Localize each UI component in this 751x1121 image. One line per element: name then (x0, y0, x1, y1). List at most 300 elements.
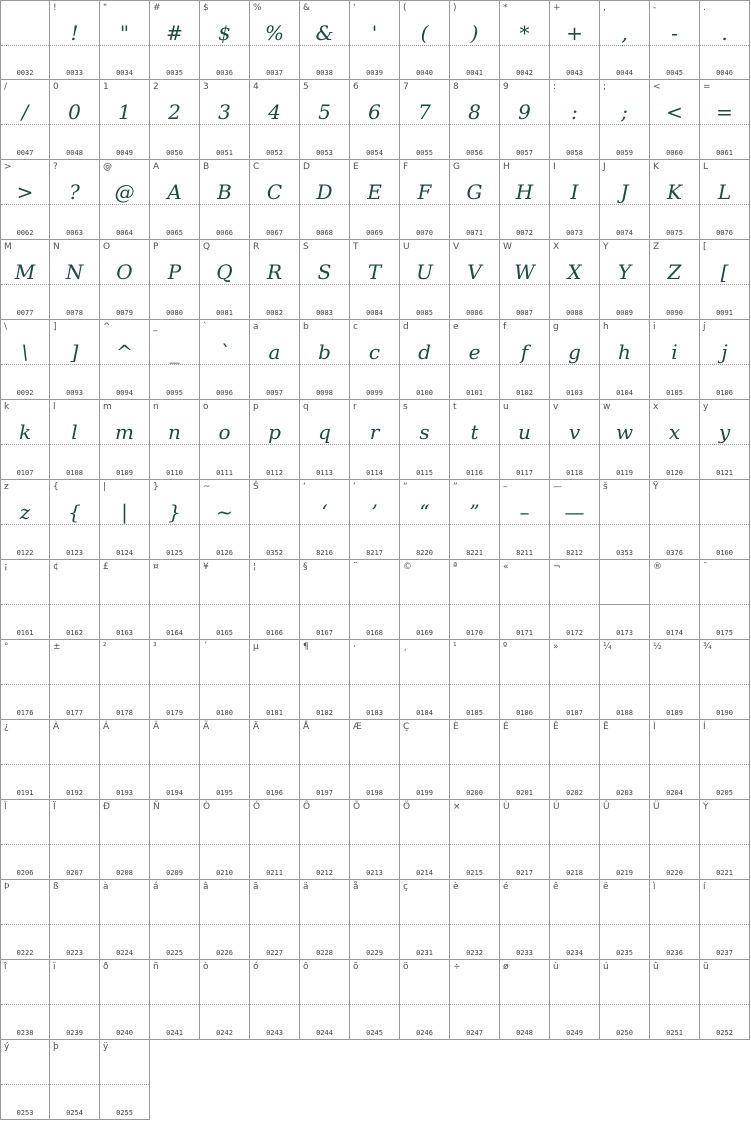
cell-baseline (200, 604, 249, 605)
cell-character-label: þ (53, 1042, 59, 1052)
cell-character-label: Û (603, 802, 610, 812)
cell-character-label: b (303, 322, 309, 332)
cell-character-label: ¯ (703, 562, 708, 572)
cell-code-point: 0057 (516, 149, 533, 157)
cell-glyph-sample: < (666, 100, 683, 124)
glyph-cell (50, 720, 100, 800)
cell-character-label: – (503, 482, 508, 492)
cell-code-point: 0034 (116, 69, 133, 77)
cell-baseline (100, 284, 149, 285)
glyph-cell (150, 720, 200, 800)
glyph-cell (200, 480, 250, 560)
cell-baseline (500, 604, 549, 605)
cell-character-label: ’ (353, 482, 356, 492)
cell-baseline (50, 1084, 99, 1085)
cell-character-label: » (553, 642, 559, 652)
glyph-cell (200, 320, 250, 400)
cell-code-point: 0067 (266, 229, 283, 237)
cell-code-point: 0220 (666, 869, 683, 877)
cell-baseline (200, 204, 249, 205)
cell-code-point: 0202 (566, 789, 583, 797)
cell-character-label: * (503, 3, 508, 13)
cell-character-label: à (103, 882, 109, 892)
glyph-cell (350, 80, 400, 160)
cell-character-label: â (203, 882, 209, 892)
cell-baseline (350, 45, 399, 46)
glyph-cell (150, 0, 200, 80)
cell-baseline (550, 364, 599, 365)
cell-baseline (150, 124, 199, 125)
cell-character-label: Ð (103, 802, 110, 812)
cell-code-point: 0125 (166, 549, 183, 557)
cell-baseline (550, 764, 599, 765)
cell-baseline (100, 924, 149, 925)
glyph-cell (450, 160, 500, 240)
cell-character-label: + (553, 3, 561, 13)
cell-code-point: 0249 (566, 1029, 583, 1037)
cell-code-point: 0060 (666, 149, 683, 157)
cell-character-label: d (403, 322, 409, 332)
cell-baseline (700, 284, 749, 285)
cell-baseline (250, 844, 299, 845)
cell-code-point: 0219 (616, 869, 633, 877)
cell-code-point: 0116 (466, 469, 483, 477)
cell-code-point: 8217 (366, 549, 383, 557)
cell-code-point: 0204 (666, 789, 683, 797)
cell-code-point: 0190 (716, 709, 733, 717)
cell-code-point: 0086 (466, 309, 483, 317)
cell-glyph-sample: T (367, 260, 382, 284)
cell-code-point: 0066 (216, 229, 233, 237)
cell-code-point: 0064 (116, 229, 133, 237)
cell-character-label: / (4, 82, 8, 92)
glyph-cell (600, 480, 650, 560)
cell-code-point: 0242 (216, 1029, 233, 1037)
cell-code-point: 0065 (166, 229, 183, 237)
cell-code-point: 0353 (616, 549, 633, 557)
glyph-cell (550, 880, 600, 960)
cell-baseline (1, 924, 49, 925)
cell-code-point: 0044 (616, 69, 633, 77)
cell-baseline (550, 284, 599, 285)
cell-code-point: 0182 (316, 709, 333, 717)
cell-character-label: ( (403, 3, 407, 13)
cell-code-point: 0059 (616, 149, 633, 157)
cell-code-point: 0227 (266, 949, 283, 957)
cell-character-label: ÿ (103, 1042, 109, 1052)
glyph-cell (400, 320, 450, 400)
glyph-cell (650, 80, 700, 160)
cell-code-point: 0078 (66, 309, 83, 317)
glyph-cell (350, 240, 400, 320)
glyph-cell (50, 640, 100, 720)
cell-character-label: Å (303, 722, 310, 732)
cell-character-label: 4 (253, 82, 259, 92)
cell-baseline (700, 45, 749, 46)
cell-glyph-sample: X (567, 260, 582, 284)
glyph-cell (400, 0, 450, 80)
cell-code-point: 0104 (616, 389, 633, 397)
cell-baseline (300, 364, 349, 365)
cell-character-label: è (453, 882, 459, 892)
cell-glyph-sample: ; (621, 100, 628, 124)
glyph-cell (550, 560, 600, 640)
cell-code-point: 0089 (616, 309, 633, 317)
cell-baseline (150, 844, 199, 845)
cell-baseline (650, 124, 699, 125)
glyph-cell (300, 160, 350, 240)
cell-character-label: ¨ (353, 562, 358, 572)
cell-character-label: 8 (453, 82, 459, 92)
cell-glyph-sample: | (121, 500, 128, 524)
cell-character-label: Î (4, 802, 7, 812)
cell-code-point: 0081 (216, 309, 233, 317)
cell-character-label: ° (4, 642, 9, 652)
glyph-cell (400, 240, 450, 320)
cell-code-point: 0209 (166, 869, 183, 877)
cell-character-label: À (53, 722, 60, 732)
cell-baseline (450, 204, 499, 205)
cell-code-point: 0053 (316, 149, 333, 157)
cell-baseline (200, 924, 249, 925)
glyph-cell (50, 880, 100, 960)
cell-glyph-sample: - (671, 21, 678, 45)
cell-code-point: 0176 (16, 709, 34, 717)
cell-code-point: 0195 (216, 789, 233, 797)
cell-character-label: ü (703, 962, 709, 972)
cell-baseline (50, 444, 99, 445)
cell-character-label: ] (53, 322, 57, 332)
cell-character-label: 6 (353, 82, 359, 92)
cell-character-label: k (4, 402, 10, 412)
cell-glyph-sample: 1 (118, 100, 131, 124)
glyph-cell (200, 80, 250, 160)
glyph-cell (50, 320, 100, 400)
glyph-cell (50, 560, 100, 640)
cell-code-point: 0110 (166, 469, 183, 477)
glyph-cell (650, 560, 700, 640)
cell-character-label: é (503, 882, 509, 892)
cell-glyph-sample: & (315, 21, 334, 45)
cell-baseline (100, 764, 149, 765)
cell-baseline (300, 764, 349, 765)
cell-baseline (600, 124, 649, 125)
cell-baseline (250, 124, 299, 125)
glyph-cell (400, 640, 450, 720)
cell-baseline (500, 844, 549, 845)
glyph-cell (0, 240, 50, 320)
cell-code-point: 0252 (716, 1029, 733, 1037)
glyph-cell (250, 320, 300, 400)
cell-baseline (500, 45, 549, 46)
cell-code-point: 0177 (66, 709, 83, 717)
cell-code-point: 0200 (466, 789, 483, 797)
cell-baseline (250, 284, 299, 285)
cell-code-point: 0232 (466, 949, 483, 957)
cell-baseline (550, 204, 599, 205)
cell-baseline (1, 284, 49, 285)
cell-character-label: ö (403, 962, 409, 972)
cell-baseline (300, 524, 349, 525)
cell-baseline (700, 444, 749, 445)
cell-baseline (600, 604, 649, 605)
cell-code-point: 0058 (566, 149, 583, 157)
cell-code-point: 0170 (466, 629, 483, 637)
cell-glyph-sample: > (16, 180, 34, 204)
cell-character-label: Ý (703, 802, 709, 812)
cell-baseline (100, 524, 149, 525)
cell-character-label: Ó (253, 802, 261, 812)
cell-character-label: å (353, 882, 359, 892)
cell-character-label: \ (4, 322, 8, 332)
cell-code-point: 0076 (716, 229, 733, 237)
cell-character-label: u (503, 402, 509, 412)
cell-character-label: ® (653, 562, 662, 572)
cell-code-point: 0122 (16, 549, 34, 557)
glyph-cell (600, 240, 650, 320)
cell-glyph-sample: ! (70, 21, 79, 45)
cell-glyph-sample: % (264, 21, 284, 45)
cell-character-label: 7 (403, 82, 409, 92)
cell-baseline (400, 284, 449, 285)
glyph-cell (200, 880, 250, 960)
cell-code-point: 0250 (616, 1029, 633, 1037)
cell-baseline (400, 364, 449, 365)
glyph-cell (450, 960, 500, 1040)
cell-baseline (650, 604, 699, 605)
glyph-cell (700, 800, 750, 880)
cell-baseline (1, 1004, 49, 1005)
cell-code-point: 0123 (66, 549, 83, 557)
glyph-cell (600, 800, 650, 880)
cell-baseline (550, 444, 599, 445)
cell-glyph-sample: r (369, 420, 380, 444)
cell-glyph-sample: v (568, 420, 581, 444)
cell-code-point: 0212 (316, 869, 333, 877)
glyph-cell (700, 640, 750, 720)
cell-character-label: Ï (53, 802, 56, 812)
cell-character-label: O (103, 242, 111, 252)
cell-character-label: R (253, 242, 260, 252)
cell-character-label: 5 (303, 82, 309, 92)
cell-baseline (600, 364, 649, 365)
cell-character-label: < (653, 82, 661, 92)
cell-character-label: û (653, 962, 659, 972)
cell-glyph-sample: ^ (116, 340, 133, 364)
cell-code-point: 0226 (216, 949, 233, 957)
cell-baseline (650, 1004, 699, 1005)
cell-baseline (150, 444, 199, 445)
cell-baseline (550, 604, 599, 605)
glyph-cell (700, 80, 750, 160)
cell-baseline (200, 1004, 249, 1005)
cell-code-point: 0206 (16, 869, 34, 877)
cell-character-label: Ÿ (653, 482, 659, 492)
cell-character-label: — (553, 482, 562, 492)
cell-code-point: 0215 (466, 869, 483, 877)
glyph-cell (0, 0, 50, 80)
glyph-cell (300, 400, 350, 480)
cell-code-point: 0074 (616, 229, 633, 237)
cell-code-point: 0187 (566, 709, 583, 717)
cell-character-label: ' (353, 3, 356, 13)
glyph-cell (0, 560, 50, 640)
cell-character-label: > (4, 162, 12, 172)
glyph-cell (200, 960, 250, 1040)
cell-character-label: ? (53, 162, 58, 172)
cell-baseline (350, 844, 399, 845)
cell-glyph-sample: : (571, 100, 578, 124)
cell-code-point: 0115 (416, 469, 433, 477)
glyph-cell (450, 800, 500, 880)
cell-glyph-sample: 9 (518, 100, 531, 124)
cell-code-point: 8220 (416, 549, 433, 557)
glyph-cell (600, 320, 650, 400)
cell-baseline (50, 764, 99, 765)
cell-code-point: 0051 (216, 149, 233, 157)
glyph-cell (150, 240, 200, 320)
cell-glyph-sample: [ (720, 260, 729, 284)
cell-baseline (600, 204, 649, 205)
cell-code-point: 0188 (616, 709, 633, 717)
glyph-cell (100, 560, 150, 640)
cell-code-point: 0091 (716, 309, 733, 317)
cell-baseline (400, 924, 449, 925)
cell-character-label: $ (203, 3, 209, 13)
cell-baseline (150, 604, 199, 605)
glyph-cell (600, 0, 650, 80)
glyph-cell (400, 960, 450, 1040)
cell-glyph-sample: E (367, 180, 382, 204)
cell-character-label: ï (53, 962, 56, 972)
cell-glyph-sample: G (466, 180, 483, 204)
cell-character-label: L (703, 162, 709, 172)
cell-glyph-sample: d (418, 340, 431, 364)
cell-glyph-sample: 8 (468, 100, 481, 124)
glyph-cell (500, 80, 550, 160)
cell-character-label: Í (703, 722, 706, 732)
glyph-cell (100, 880, 150, 960)
cell-glyph-sample: , (621, 21, 628, 45)
glyph-cell (0, 320, 50, 400)
glyph-cell (700, 0, 750, 80)
cell-character-label: ¹ (453, 642, 457, 652)
cell-glyph-sample: 7 (418, 100, 431, 124)
cell-baseline (450, 684, 499, 685)
cell-glyph-sample: ? (69, 180, 80, 204)
cell-character-label: ¾ (703, 642, 712, 652)
cell-baseline (100, 1084, 149, 1085)
cell-baseline (300, 204, 349, 205)
cell-code-point: 0038 (316, 69, 333, 77)
cell-code-point: 0254 (66, 1109, 83, 1117)
cell-character-label: ¸ (403, 642, 408, 652)
cell-glyph-sample: u (518, 420, 531, 444)
cell-glyph-sample: 5 (318, 100, 331, 124)
cell-code-point: 0102 (516, 389, 533, 397)
cell-code-point: 0221 (716, 869, 733, 877)
glyph-cell (700, 880, 750, 960)
glyph-cell (350, 800, 400, 880)
cell-character-label: ä (303, 882, 309, 892)
glyph-cell (100, 240, 150, 320)
glyph-cell (100, 400, 150, 480)
cell-character-label: { (53, 482, 59, 492)
cell-baseline (50, 524, 99, 525)
glyph-cell (650, 960, 700, 1040)
glyph-cell (50, 240, 100, 320)
glyph-cell (100, 960, 150, 1040)
cell-glyph-sample: n (168, 420, 181, 444)
cell-character-label: Ì (653, 722, 656, 732)
glyph-cell (450, 320, 500, 400)
glyph-cell (150, 640, 200, 720)
glyph-cell (650, 320, 700, 400)
glyph-cell (350, 640, 400, 720)
cell-code-point: 0247 (466, 1029, 483, 1037)
cell-character-label: a (253, 322, 259, 332)
cell-code-point: 0040 (416, 69, 433, 77)
glyph-cell (400, 720, 450, 800)
cell-code-point: 0120 (666, 469, 683, 477)
cell-character-label: ¡ (4, 562, 8, 572)
cell-code-point: 0056 (466, 149, 483, 157)
cell-glyph-sample: " (119, 21, 130, 45)
cell-baseline (200, 124, 249, 125)
cell-glyph-sample: W (514, 260, 535, 284)
cell-baseline (200, 684, 249, 685)
glyph-cell (550, 400, 600, 480)
glyph-cell (50, 80, 100, 160)
cell-glyph-sample: ~ (216, 500, 233, 524)
cell-baseline (550, 124, 599, 125)
cell-glyph-sample: f (520, 340, 529, 364)
cell-baseline (250, 604, 299, 605)
cell-character-label: s (403, 402, 408, 412)
cell-baseline (400, 45, 449, 46)
glyph-cell (300, 960, 350, 1040)
glyph-cell (450, 0, 500, 80)
glyph-cell (500, 160, 550, 240)
cell-baseline (450, 844, 499, 845)
glyph-cell (350, 400, 400, 480)
cell-baseline (500, 684, 549, 685)
cell-baseline (500, 204, 549, 205)
cell-glyph-sample: S (317, 260, 332, 284)
cell-character-label: ç (403, 882, 408, 892)
cell-baseline (300, 444, 349, 445)
glyph-cell (50, 480, 100, 560)
cell-baseline (350, 924, 399, 925)
cell-baseline (700, 524, 749, 525)
cell-character-label: ² (103, 642, 107, 652)
cell-code-point: 0082 (266, 309, 283, 317)
glyph-cell (400, 480, 450, 560)
cell-baseline (600, 524, 649, 525)
glyph-cell (50, 400, 100, 480)
cell-baseline (550, 844, 599, 845)
cell-code-point: 0179 (166, 709, 183, 717)
cell-code-point: 0191 (16, 789, 34, 797)
cell-character-label: ; (603, 82, 607, 92)
cell-character-label: f (503, 322, 507, 332)
cell-baseline (300, 45, 349, 46)
cell-glyph-sample: m (115, 420, 134, 444)
glyph-cell (500, 400, 550, 480)
cell-glyph-sample: z (19, 500, 31, 524)
cell-code-point: 0096 (216, 389, 233, 397)
glyph-cell (0, 80, 50, 160)
